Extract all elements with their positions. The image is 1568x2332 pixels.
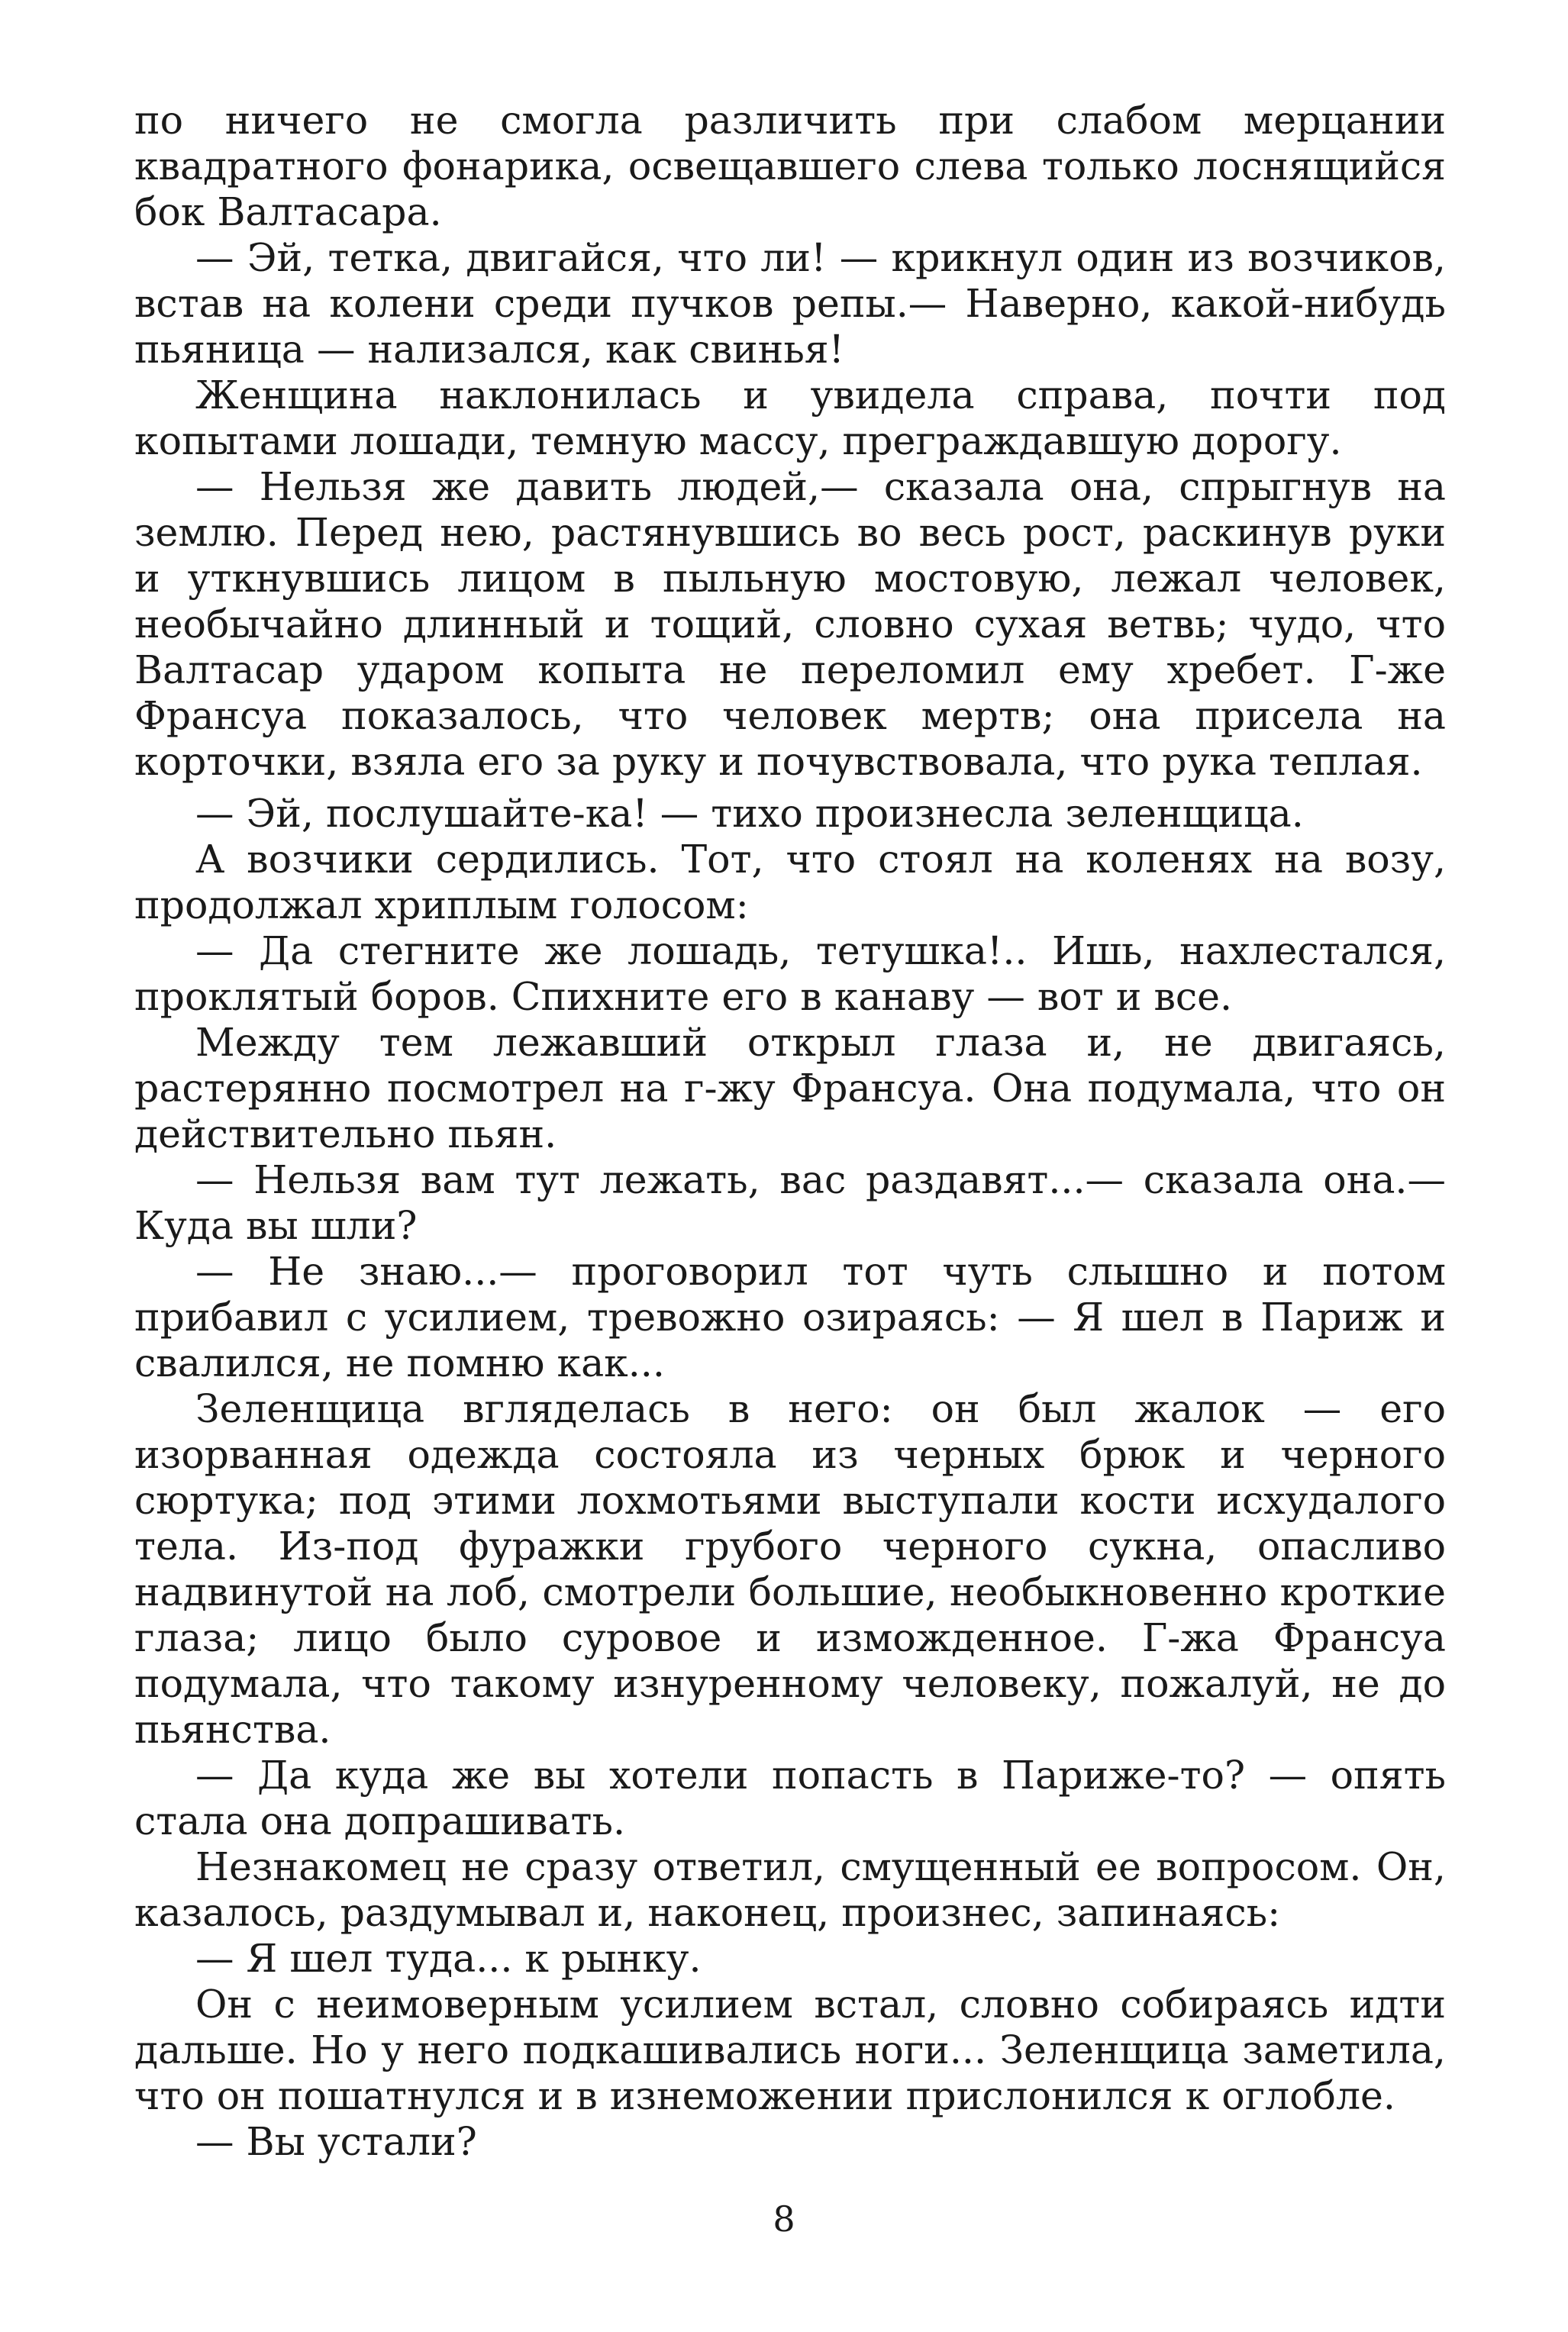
paragraph: — Эй, тетка, двигайся, что ли! — крикнул один из возчиков, встав на колени среди пучков репы.— Наверно, какой-нибудь пьяница — нализался, как свинья! [134, 235, 1446, 372]
paragraph: — Вы устали? [195, 2119, 477, 2164]
paragraph: А возчики сердились. Тот, что стоял на коленях на возу, продолжал хриплым голосом: [134, 837, 1446, 927]
paragraph: Зеленщица вгляделась в него: он был жалок — его изорванная одежда состояла из черных брюк и черного сюртука; под этими лохмотьями выступали кости исхудалого тела. Из-под фуражки грубого черного сукна, опасливо надвинутой на лоб, смотрели большие, необыкновенно кроткие глаза; лицо было суровое и изможденное. Г-жа Франсуа подумала, что такому изнуренному человеку, пожалуй, не до пьянства. [134, 1386, 1446, 1752]
paragraph: по ничего не смогла различить при слабом мерцании квадратного фонарика, освещавшего слева только лоснящийся бок Валтасара. [134, 98, 1446, 234]
paragraph: — Да куда же вы хотели попасть в Париже-то? — опять стала она допрашивать. [134, 1753, 1446, 1843]
paragraph: — Нельзя же давить людей,— сказала она, спрыгнув на землю. Перед нею, растянувшись во весь рост, раскинув руки и уткнувшись лицом в пыльную мостовую, лежал человек, необычайно длинный и тощий, словно сухая ветвь; чудо, что Валтасар ударом копыта не переломил ему хребет. Г-же Франсуа показалось, что человек мертв; она присела на корточки, взяла его за руку и почувствовала, что рука теплая. [134, 464, 1446, 784]
paragraph: Между тем лежавший открыл глаза и, не двигаясь, растерянно посмотрел на г-жу Франсуа. Она подумала, что он действительно пьян. [134, 1020, 1446, 1156]
paragraph: Он с неимоверным усилием встал, словно собираясь идти дальше. Но у него подкашивались ноги... Зеленщица заметила, что он пошатнулся и в изнеможении прислонился к оглобле. [134, 1982, 1446, 2118]
paragraph: Незнакомец не сразу ответил, смущенный ее вопросом. Он, казалось, раздумывал и, наконец, произнес, запинаясь: [134, 1844, 1446, 1935]
page-number: 8 [773, 2198, 795, 2240]
paragraph: Женщина наклонилась и увидела справа, почти под копытами лошади, темную массу, преграждавшую дорогу. [134, 373, 1446, 463]
page-text [134, 98, 1446, 2165]
paragraph: — Нельзя вам тут лежать, вас раздавят...— сказала она.— Куда вы шли? [134, 1157, 1446, 1248]
paragraph: — Да стегните же лошадь, тетушка!.. Ишь, нахлестался, проклятый боров. Спихните его в канаву — вот и все. [134, 928, 1446, 1019]
paragraph: — Эй, послушайте-ка! — тихо произнесла зеленщица. [195, 791, 1304, 836]
paragraph: — Не знаю...— проговорил тот чуть слышно и потом прибавил с усилием, тревожно озираясь: — Я шел в Париж и свалился, не помню как... [134, 1249, 1446, 1385]
paragraph: — Я шел туда... к рынку. [195, 1936, 702, 1981]
